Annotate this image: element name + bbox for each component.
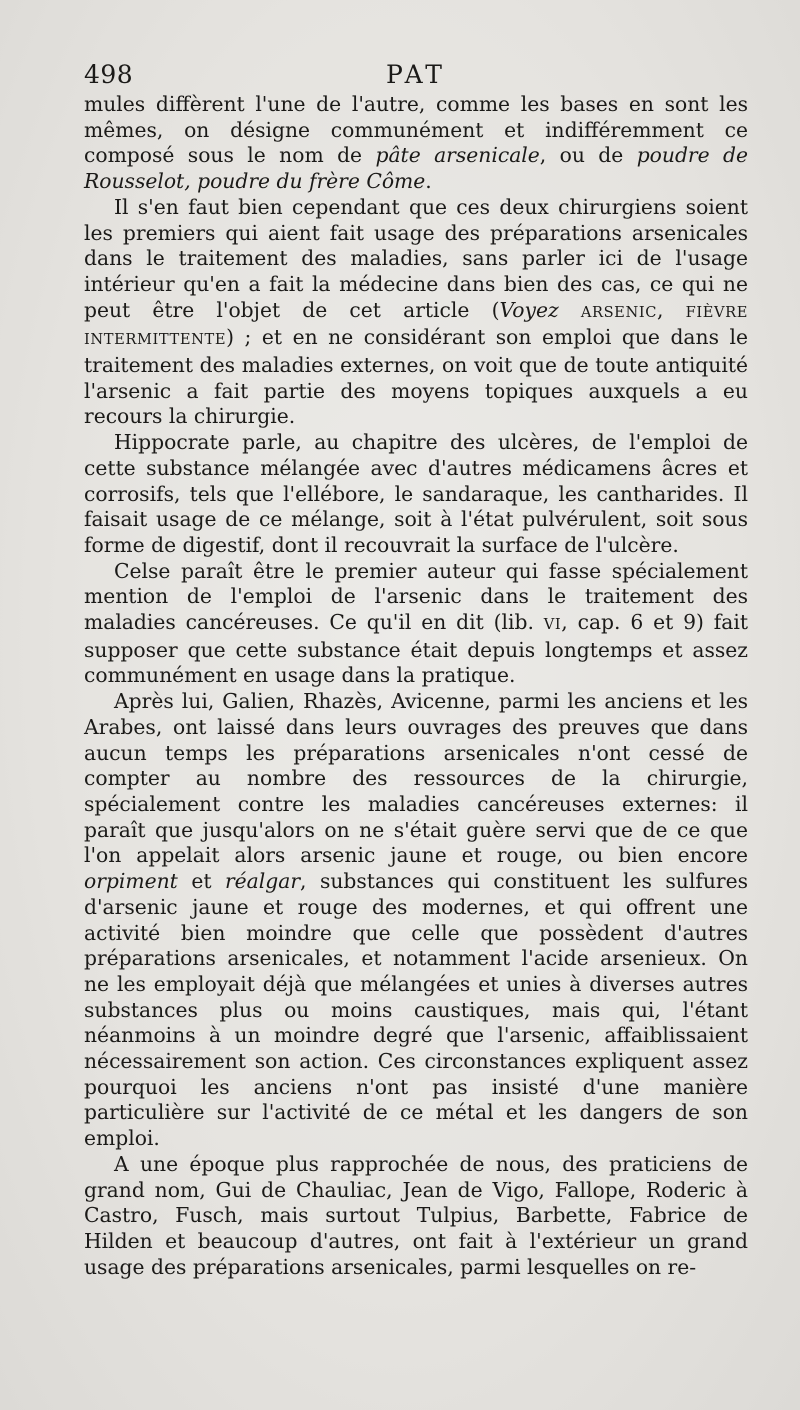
paragraph bbox=[84, 195, 748, 430]
paragraph bbox=[84, 559, 748, 690]
text-run: Celse paraît être le premier auteur qui fasse spécialement mention de l'emploi de l'arsenic dans le traitement des maladies cancéreuses. Ce qu'il en dit (lib. bbox=[84, 558, 748, 635]
running-head: PAT bbox=[386, 60, 446, 89]
text-run: ) ; et en ne considérant son emploi que dans le traitement des maladies externes, on voit que de toute antiquité l'arsenic a fait partie des moyens topiques auxquels a eu recours la chirurgie. bbox=[84, 325, 748, 429]
paragraph bbox=[84, 689, 748, 1152]
page-number: 498 bbox=[84, 60, 134, 89]
italic-phrase: réalgar bbox=[224, 869, 301, 894]
text-run: Après lui, Galien, Rhazès, Avicenne, parmi les anciens et les Arabes, ont laissé dans leurs ouvrages des preuves que dans aucun temps les préparations arsenicales n'ont cessé de compter au nombre des ressources de la chirurgie, spécialement contre les maladies cancéreuses externes: il paraît que jusqu'alors on ne s'était guère servi que de ce que l'on appelait alors arsenic jaune et rouge, ou bien encore bbox=[84, 689, 748, 868]
text-run: A une époque plus rapprochée de nous, des praticiens de grand nom, Gui de Chauliac, Jean de Vigo, Fallope, Roderic à Castro, Fusch, mais surtout Tulpius, Barbette, Fabrice de Hilden et beaucoup d'autres, ont fait à l'extérieur un grand usage des préparations arsenicales, parmi lesquelles on re- bbox=[84, 1151, 748, 1279]
paragraph bbox=[84, 92, 748, 195]
paragraph bbox=[84, 430, 748, 559]
cross-reference: FIÈVRE INTERMITTENTE bbox=[84, 303, 748, 349]
italic-phrase: orpiment bbox=[84, 869, 178, 894]
cross-reference: VI bbox=[543, 616, 562, 634]
paragraph bbox=[84, 1152, 748, 1281]
italic-phrase: pâte arsenicale bbox=[375, 143, 540, 168]
cross-reference: ARSENIC bbox=[580, 303, 657, 321]
text-run: , substances qui constituent les sulfures d'arsenic jaune et rouge des modernes, et qui offrent une activité bien moindre que celle que possèdent d'autres préparations arsenicales, et notamment l'acide arsenieux. On ne les employait déjà que mélangées et unies à diverses autres substances plus ou moins caustiques, mais qui, l'étant néanmoins à un moindre degré que l'arsenic, affaiblissaient nécessairement son action. Ces circonstances expliquent assez pourquoi les anciens n'ont pas insisté d'une manière particulière sur l'activité de ce métal et les dangers de son emploi. bbox=[84, 869, 749, 1151]
text-run: . bbox=[425, 169, 432, 194]
page-header bbox=[84, 56, 748, 96]
text-run: mules diffèrent l'une de l'autre, comme les bases en sont les mêmes, on désigne communément et indifféremment ce composé sous le nom de bbox=[84, 92, 748, 168]
text-run: , bbox=[656, 297, 686, 322]
text-run: Il s'en faut bien cependant que ces deux chirurgiens soient les premiers qui aient fait usage des préparations arsenicales dans le traitement des maladies, sans parler ici de l'usage intérieur qu'en a fait la médecine dans bien des cas, ce qui ne peut être l'objet de cet article ( bbox=[84, 194, 748, 322]
italic-phrase: Voyez bbox=[499, 297, 559, 322]
text-run: et bbox=[177, 869, 225, 894]
body-text bbox=[84, 92, 748, 1280]
text-run bbox=[559, 298, 581, 322]
text-run: , cap. 6 et 9) fait supposer que cette substance était depuis longtemps et assez communément en usage dans la pratique. bbox=[84, 610, 748, 688]
text-run: , ou de bbox=[539, 143, 637, 168]
text-run: Hippocrate parle, au chapitre des ulcères, de l'emploi de cette substance mélangée avec d'autres médicamens âcres et corrosifs, tels que l'ellébore, le sandaraque, les cantharides. Il faisait usage de ce mélange, soit à l'état pulvérulent, soit sous forme de digestif, dont il recouvrait la surface de l'ulcère. bbox=[84, 430, 748, 557]
italic-phrase: poudre de Rousselot, poudre du frère Côme bbox=[84, 143, 749, 194]
